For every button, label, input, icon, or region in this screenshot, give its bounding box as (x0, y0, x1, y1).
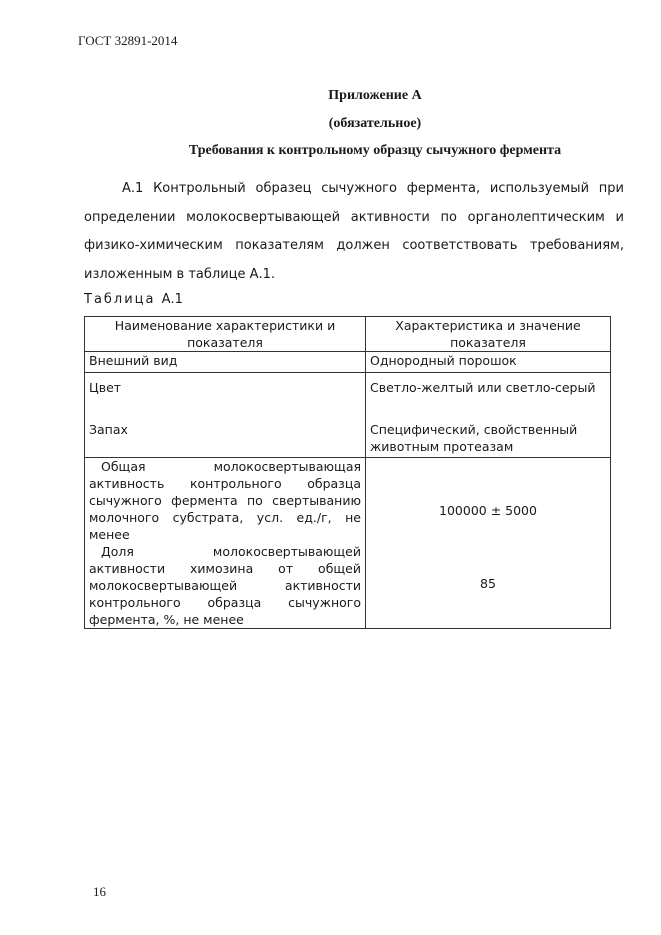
document-standard-code: ГОСТ 32891-2014 (78, 33, 178, 48)
table-caption-number: А.1 (161, 292, 183, 307)
requirements-table (84, 316, 611, 629)
table-header-row (85, 317, 611, 352)
row-value: 100000 ± 5000 (439, 503, 537, 518)
table-row (85, 352, 611, 373)
row-value: Однородный порошок (366, 352, 611, 373)
annex-heading: Требования к контрольному образцу сычужного фермента (188, 143, 562, 158)
row-value: Специфический, свойственный животным протеазам (366, 419, 611, 458)
row-name: Запах (85, 419, 366, 458)
table-row (85, 373, 611, 420)
row-name: Внешний вид (85, 352, 366, 373)
row-name: Цвет (85, 373, 366, 420)
paragraph-a1: А.1 Контрольный образец сычужного фермента, используемый при определении молокосвертывающей активности по органолептическим и физико-химическим показателям должен соответствовать требованиям, изложенным в таблице А.1. (84, 181, 624, 282)
row-value: Светло-желтый или светло-серый (366, 373, 611, 420)
header-value: Характеристика и значение показателя (366, 317, 611, 352)
header-characteristic: Наименование характеристики и показателя (85, 317, 366, 352)
table-row (85, 458, 611, 544)
row-value: 85 (480, 576, 496, 591)
row-name: Общая молокосвертывающая активность контрольного образца сычужного фермента по свертыванию молочного субстрата, усл. ед./г, не менее (85, 458, 366, 544)
row-values-combined (366, 458, 611, 629)
page-number: 16 (93, 884, 106, 899)
table-caption-word: Таблица (84, 292, 156, 307)
annex-title: Приложение А (328, 88, 422, 103)
row-name: Доля молокосвертывающей активности химозина от общей молокосвертывающей активности контрольного образца сычужного фермента, %, не менее (85, 543, 366, 629)
table-caption (84, 292, 183, 307)
annex-status: (обязательное) (328, 116, 422, 131)
table-row (85, 419, 611, 458)
